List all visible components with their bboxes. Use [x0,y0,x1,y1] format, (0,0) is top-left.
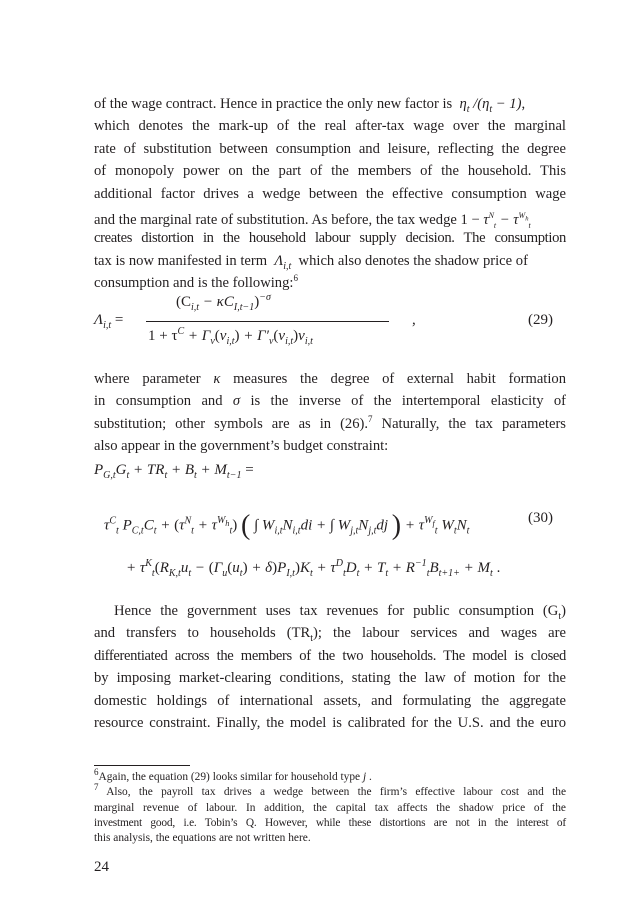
markup-expression: $\eta_t$ $/(\eta_t - 1)$ [459,96,522,115]
text-line: tax is now manifested in term $\Lambda_{i,t}$ which also denotes the shadow price of [94,252,528,272]
page-number: 24 [94,859,109,875]
paragraph-2 [94,368,566,458]
text-line: investment good, i.e. Tobin’s Q. However, while these distortions are not in the interest of [94,816,566,829]
text-line: where parameter κ measures the degree of external habit formation [94,371,567,387]
footnote-divider [94,765,190,766]
text-line: rate of substitution between consumption and leisure, reflecting the degree [94,140,566,157]
text-line: of monopoly power on the part of the members of the household. This [94,163,566,180]
footnote-marker: 7 [368,413,373,424]
text-line: creates distortion in the household labour supply decision. The consumption [94,230,566,247]
text-line: marginal revenue of labour. In addition, the capital tax affects the shadow price of the [94,801,566,814]
footnote-6: $^6$Again, the equation (29) looks similar for household type j . [94,767,372,783]
text-line: Hence the government uses tax revenues for public consumption $(G_t)$ [114,603,566,622]
tax-wedge-expression: $1 - \tau^N_t - \tau^{W_h}_t$ [460,210,531,230]
equation-29: $\Lambda_{i,t}$ = $(C_{i,t} - \kappa C_{I,t-1})^{-\sigma}$ $1 + \tau^C + \Gamma_v(v_{i,t}) + \Gamma'_v(v_{i,t})v_{i,t}$ , [94,292,416,347]
text-line: substitution; other symbols are as in (26).$^7$ Naturally, the tax parameters [94,413,566,432]
text-line: by imposing market-clearing conditions, stating the law of motion for the [94,670,566,687]
text-line: and the marginal rate of substitution. As before, the tax wedge $1 - \tau^N_t - \tau^{W_h}_t$ [94,210,531,230]
text-line: of the wage contract. Hence in practice the only new factor is $\eta_t$ $/(\eta_t - 1)$, [94,96,526,115]
footnotes [94,767,567,846]
lambda-symbol: $\Lambda_{i,t}$ [274,252,292,272]
text-line: in consumption and σ is the inverse of the intertemporal elasticity of [94,393,566,410]
text-line: and transfers to households $(TR_t)$; the labour services and wages are [94,625,566,645]
footnote-7: $^7$ Also, the payroll tax drives a wedge between the firm’s effective labour cost and the [94,782,567,799]
text-line: consumption and is the following:$^6$ [94,273,298,292]
paragraph-3 [94,600,566,734]
paragraph-1 [94,93,566,295]
text-line: which denotes the mark-up of the real after-tax wage over the marginal [94,118,566,135]
text-line: additional factor drives a wedge between the effective consumption wage [94,185,566,202]
equation-number: (30) [528,510,553,526]
equation-number: (29) [528,312,553,328]
text-line: resource constraint. Finally, the model is calibrated for the U.S. and the euro [94,714,566,731]
text-line: differentiated across the members of the two households. The model is closed [94,647,566,664]
text-line: this analysis, the equations are not written here. [94,832,311,845]
footnote-marker: 6 [293,273,298,284]
text-line: domestic holdings of international assets, and formulating the aggregate [94,692,566,709]
equation-30: $P_{G,t}G_t + TR_t + B_t + M_{t-1}$ = $\tau^C_t$ $P_{C,t}C_t + (\tau^N_t + \tau^{W_h}_t)$ ( ∫ $W_{i,t}N_{i,t}di$ + ∫ $W_{j,t}N_{j,t}dj$ ) + $\tau^{W_f}_t$ $W_tN_t$ + $\tau^K_t(R_{K,t}u_t - (\Gamma_u(u_t) + \delta)P_{I,t})K_t + \tau^D_tD_t + T_t + R^{-1}_tB_{t+1+} + M_t$ . [94,462,501,579]
text-line: also appear in the government’s budget constraint: [94,438,389,455]
